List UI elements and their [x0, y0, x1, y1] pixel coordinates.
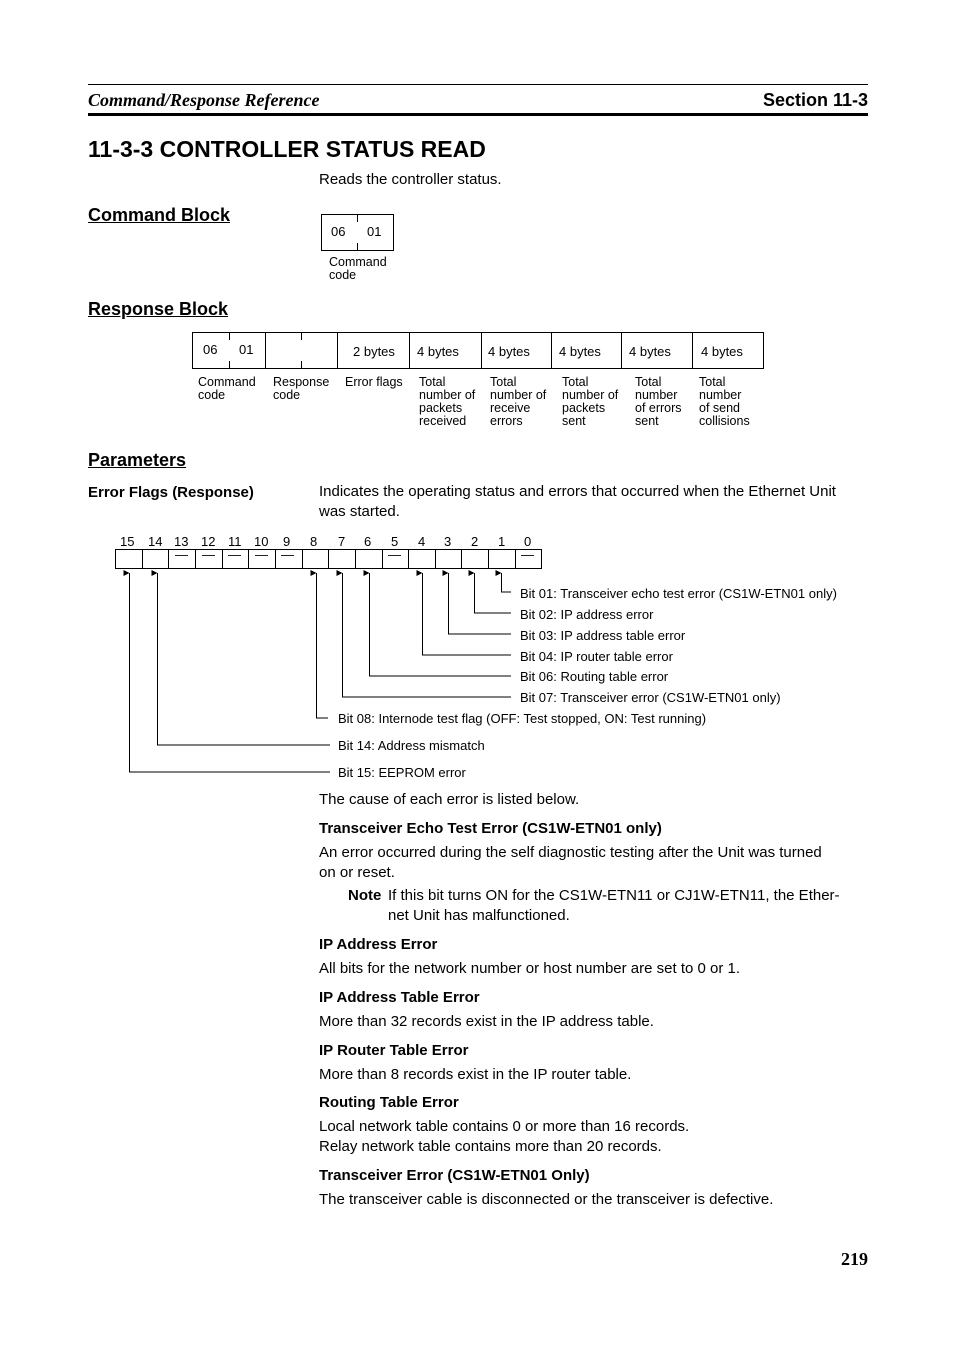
transceiver-error-title: Transceiver Error (CS1W-ETN01 Only) [319, 1167, 590, 1184]
bit-12-unused-mark: — [202, 547, 215, 562]
bit-register [116, 549, 542, 569]
parameters-heading: Parameters [88, 450, 187, 470]
ip-address-table-error-title: IP Address Table Error [319, 989, 480, 1006]
note-text-cont: net Unit has malfunctioned. [388, 907, 570, 924]
callout-bit-08: Bit 08: Internode test flag (OFF: Test stopped, ON: Test running) [338, 711, 707, 726]
page-number: 219 [841, 1249, 868, 1269]
bit-12-number: 12 [201, 534, 216, 549]
field-packets-sent-size: 4 bytes [559, 344, 601, 359]
field-error-flags-size: 2 bytes [353, 344, 395, 359]
ip-address-table-error-desc: More than 32 records exist in the IP address table. [319, 1013, 654, 1030]
transceiver-error-desc: The transceiver cable is disconnected or the transceiver is defective. [319, 1191, 774, 1208]
field-receive-errors-size: 4 bytes [488, 344, 530, 359]
bit-10-unused-mark: — [255, 547, 268, 562]
label-packets-sent: Total number of packets sent [562, 375, 619, 428]
bit-14-number: 14 [148, 534, 163, 549]
label-receive-errors: Total number of receive errors [490, 375, 547, 428]
command-code-label: Command code [329, 255, 387, 282]
bit-1-number: 1 [498, 534, 506, 549]
field-packets-received-size: 4 bytes [417, 344, 459, 359]
callout-bit-01: Bit 01: Transceiver echo test error (CS1W-ETN01 only) [520, 586, 837, 601]
label-error-flags: Error flags [345, 375, 403, 389]
bit-9-unused-mark: — [281, 547, 294, 562]
field-send-collisions-size: 4 bytes [701, 344, 743, 359]
routing-table-error-desc: Local network table contains 0 or more than 16 records. Relay network table contains more than 20 records. [319, 1118, 690, 1155]
ip-router-table-error-title: IP Router Table Error [319, 1042, 469, 1059]
callout-bit-03: Bit 03: IP address table error [520, 628, 686, 643]
callout-bit-15: Bit 15: EEPROM error [338, 765, 466, 780]
label-errors-sent: Total number of errors sent [635, 375, 682, 428]
echo-test-error-desc: An error occurred during the self diagnostic testing after the Unit was turned on or reset. [319, 844, 822, 881]
note-label: Note [348, 887, 382, 904]
page-title: 11-3-3 CONTROLLER STATUS READ [88, 136, 486, 162]
command-block-heading: Command Block [88, 205, 231, 225]
bit-connectors [130, 573, 512, 772]
ip-address-error-desc: All bits for the network number or host number are set to 0 or 1. [319, 960, 741, 977]
label-packets-received: Total number of packets received [419, 375, 476, 428]
command-code-cell-2: 01 [367, 224, 382, 239]
response-dividers [230, 332, 693, 369]
bit-6-number: 6 [364, 534, 372, 549]
bit-5-unused-mark: — [388, 547, 401, 562]
error-flags-label: Error Flags (Response) [88, 484, 254, 501]
ip-address-error-title: IP Address Error [319, 936, 438, 953]
ip-router-table-error-desc: More than 8 records exist in the IP router table. [319, 1066, 632, 1083]
response-block-heading: Response Block [88, 299, 229, 319]
callout-bit-14: Bit 14: Address mismatch [338, 738, 485, 753]
callout-bit-02: Bit 02: IP address error [520, 607, 654, 622]
label-response-code: Response code [273, 375, 330, 402]
error-flags-description: Indicates the operating status and errors that occurred when the Ethernet Unit was started. [319, 483, 836, 520]
bit-7-number: 7 [338, 534, 346, 549]
header-section-name: Command/Response Reference [88, 90, 320, 110]
command-code-cell-1: 06 [331, 224, 346, 239]
response-cmd-cell-2: 01 [239, 342, 254, 357]
callout-bit-06: Bit 06: Routing table error [520, 669, 669, 684]
routing-table-error-title: Routing Table Error [319, 1094, 459, 1111]
bit-11-unused-mark: — [228, 547, 241, 562]
bit-2-number: 2 [471, 534, 479, 549]
callout-bit-07: Bit 07: Transceiver error (CS1W-ETN01 only) [520, 690, 781, 705]
bit-8-number: 8 [310, 534, 318, 549]
response-cmd-cell-1: 06 [203, 342, 218, 357]
note-text: If this bit turns ON for the CS1W-ETN11 or CJ1W-ETN11, the Ether- [388, 887, 840, 904]
bit-0-number: 0 [524, 534, 532, 549]
bit-11-number: 11 [228, 534, 242, 549]
bit-13-number: 13 [174, 534, 189, 549]
header-section-number: Section 11-3 [762, 90, 868, 110]
bit-4-number: 4 [418, 534, 426, 549]
bit-5-number: 5 [391, 534, 399, 549]
label-command-code: Command code [198, 375, 256, 402]
bit-3-number: 3 [444, 534, 452, 549]
bit-0-unused-mark: — [521, 547, 534, 562]
bit-9-number: 9 [283, 534, 291, 549]
intro-text: Reads the controller status. [319, 171, 502, 188]
label-send-collisions: Total number of send collisions [699, 375, 750, 428]
bit-10-number: 10 [254, 534, 269, 549]
callout-bit-04: Bit 04: IP router table error [520, 649, 673, 664]
bit-15-number: 15 [120, 534, 135, 549]
bit-13-unused-mark: — [175, 547, 188, 562]
cause-intro: The cause of each error is listed below. [319, 791, 580, 808]
echo-test-error-title: Transceiver Echo Test Error (CS1W-ETN01 only) [319, 820, 662, 837]
field-errors-sent-size: 4 bytes [629, 344, 671, 359]
